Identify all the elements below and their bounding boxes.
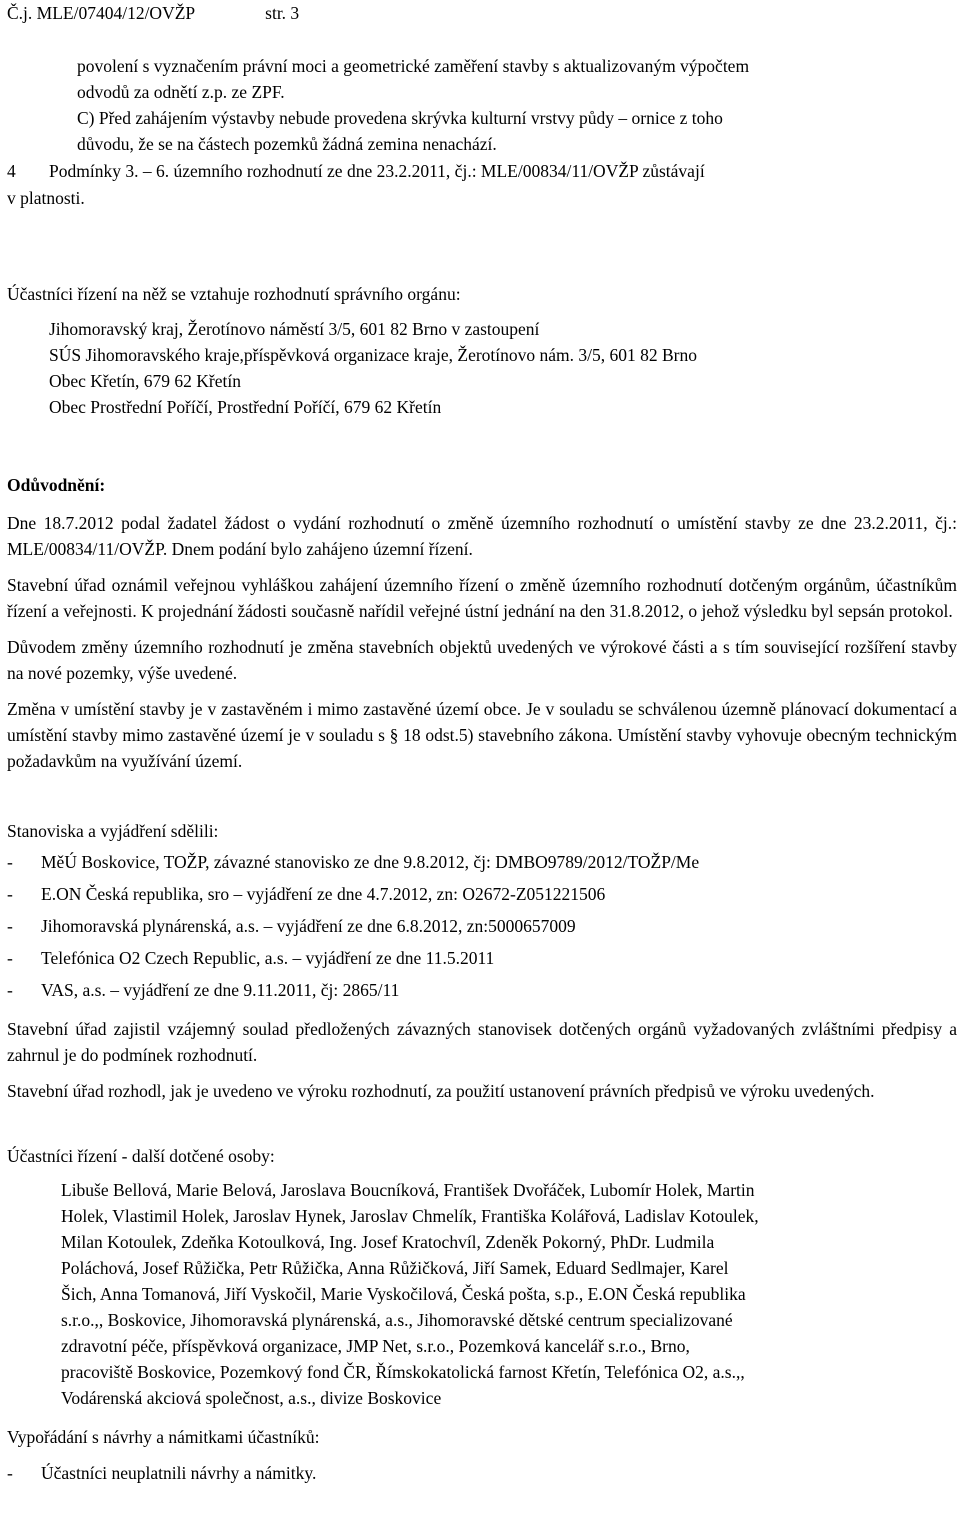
participant-item: Obec Křetín, 679 62 Křetín xyxy=(49,371,241,391)
participants-line: Poláchová, Josef Růžička, Petr Růžička, Anna Růžičková, Jiří Samek, Eduard Sedlmajer, Karel xyxy=(61,1258,729,1278)
text-line: C) Před zahájením výstavby nebude provedena skrývka kulturní vrstvy půdy – ornice z toho xyxy=(77,108,723,128)
condition-number: 4 xyxy=(7,161,16,181)
text-line: důvodu, že se na částech pozemků žádná zemina nenachází. xyxy=(77,134,497,154)
text-line: odvodů za odnětí z.p. ze ZPF. xyxy=(77,82,285,102)
participants-line: Milan Kotoulek, Zdeňka Kotoulková, Ing. Josef Kratochvíl, Zdeněk Pokorný, PhDr. Ludmila xyxy=(61,1232,715,1252)
reasoning-paragraph-3: Důvodem změny územního rozhodnutí je změna stavebních objektů uvedených ve výrokové části a s tím související rozšíření stavby na nové pozemky, výše uvedené. xyxy=(7,637,957,683)
participants-line: s.r.o.,, Boskovice, Jihomoravská plynárenská, a.s., Jihomoravské dětské centrum specializované xyxy=(61,1310,733,1330)
objections-heading: Vypořádání s návrhy a námitkami účastníků: xyxy=(7,1427,320,1447)
condition-text: Podmínky 3. – 6. územního rozhodnutí ze dne 23.2.2011, čj.: MLE/00834/11/OVŽP zůstávají xyxy=(49,161,705,181)
decision-paragraph: Stavební úřad rozhodl, jak je uvedeno ve výroku rozhodnutí, za použití ustanovení právních předpisů ve výroku uvedených. xyxy=(7,1081,875,1101)
page-header xyxy=(7,0,299,26)
participants-list xyxy=(49,316,929,420)
reference-number: Č.j. MLE/07404/12/OVŽP xyxy=(7,3,196,23)
opinion-item: - Telefónica O2 Czech Republic, a.s. – vyjádření ze dne 11.5.2011 xyxy=(7,948,495,968)
reasoning-paragraph-1: Dne 18.7.2012 podal žadatel žádost o vydání rozhodnutí o změně územního rozhodnutí o umístění stavby ze dne 23.2.2011, čj.: MLE/00834/11/OVŽP. Dnem podání bylo zahájeno územní řízení. xyxy=(7,513,957,559)
condition-4-continuation: v platnosti. xyxy=(7,188,85,208)
opinion-item: - VAS, a.s. – vyjádření ze dne 9.11.2011, čj: 2865/11 xyxy=(7,980,400,1000)
opinion-item: - Jihomoravská plynárenská, a.s. – vyjádření ze dne 6.8.2012, zn:5000657009 xyxy=(7,916,576,936)
participants-line: Holek, Vlastimil Holek, Jaroslav Hynek, Jaroslav Chmelík, Františka Kolářová, Ladislav Kotoulek, xyxy=(61,1206,759,1226)
participants-line: pracoviště Boskovice, Pozemkový fond ČR, Římskokatolická farnost Křetín, Telefónica O2, a.s.,, xyxy=(61,1362,745,1382)
opinion-item: - MěÚ Boskovice, TOŽP, závazné stanovisko ze dne 9.8.2012, čj: DMBO9789/2012/TOŽP/Me xyxy=(7,852,700,872)
reasoning-section xyxy=(7,510,957,784)
opinions-heading: Stanoviska a vyjádření sdělili: xyxy=(7,821,219,841)
participants-line: zdravotní péče, příspěvková organizace, JMP Net, s.r.o., Pozemková kancelář s.r.o., Brno, xyxy=(61,1336,690,1356)
participant-item: SÚS Jihomoravského kraje,příspěvková organizace kraje, Žerotínovo nám. 3/5, 601 82 Brno xyxy=(49,345,698,365)
closing-section xyxy=(7,1016,957,1114)
other-participants-list xyxy=(61,1177,937,1411)
reasoning-heading: Odůvodnění: xyxy=(7,475,106,495)
participants-line: Šich, Anna Tomanová, Jiří Vyskočil, Marie Vyskočilová, Česká pošta, s.p., E.ON Česká republika xyxy=(61,1284,746,1304)
participants-line: Vodárenská akciová společnost, a.s., divize Boskovice xyxy=(61,1388,442,1408)
reasoning-paragraph-2: Stavební úřad oznámil veřejnou vyhláškou zahájení územního řízení o změně územního rozhodnutí dotčeným orgánům, účastníkům řízení a veřejnosti. K projednání žádosti současně nařídil veřejné ústní jednání na den 31.8.2012, o jehož výsledku byl sepsán protokol. xyxy=(7,575,957,621)
reasoning-paragraph-4: Změna v umístění stavby je v zastavěném i mimo zastavěné území obce. Je v souladu se schválenou územně plánovací dokumentací a umístění stavby mimo zastavěné území je v souladu s § 18 odst.5) stavebního zákona. Umístění stavby vyhovuje obecným technickým požadavkům na využívání území. xyxy=(7,699,957,771)
participant-item: Jihomoravský kraj, Žerotínovo náměstí 3/5, 601 82 Brno v zastoupení xyxy=(49,319,540,339)
text-line: povolení s vyznačením právní moci a geometrické zaměření stavby s aktualizovaným výpočtem xyxy=(77,56,750,76)
objection-item: - Účastníci neuplatnili návrhy a námitky. xyxy=(7,1463,317,1483)
participants-heading: Účastníci řízení na něž se vztahuje rozhodnutí správního orgánu: xyxy=(7,284,461,304)
opinion-item: - E.ON Česká republika, sro – vyjádření ze dne 4.7.2012, zn: O2672-Z051221506 xyxy=(7,884,606,904)
participant-item: Obec Prostřední Poříčí, Prostřední Poříčí, 679 62 Křetín xyxy=(49,397,442,417)
page-number: str. 3 xyxy=(265,3,300,23)
top-paragraph xyxy=(77,53,957,157)
coordination-paragraph: Stavební úřad zajistil vzájemný soulad předložených závazných stanovisek dotčených orgánů vyžadovaných zvláštními předpisy a zahrnul je do podmínek rozhodnutí. xyxy=(7,1019,957,1065)
condition-4 xyxy=(7,158,705,184)
other-participants-heading: Účastníci řízení - další dotčené osoby: xyxy=(7,1146,275,1166)
participants-line: Libuše Bellová, Marie Belová, Jaroslava Boucníková, František Dvořáček, Lubomír Holek, Martin xyxy=(61,1180,755,1200)
